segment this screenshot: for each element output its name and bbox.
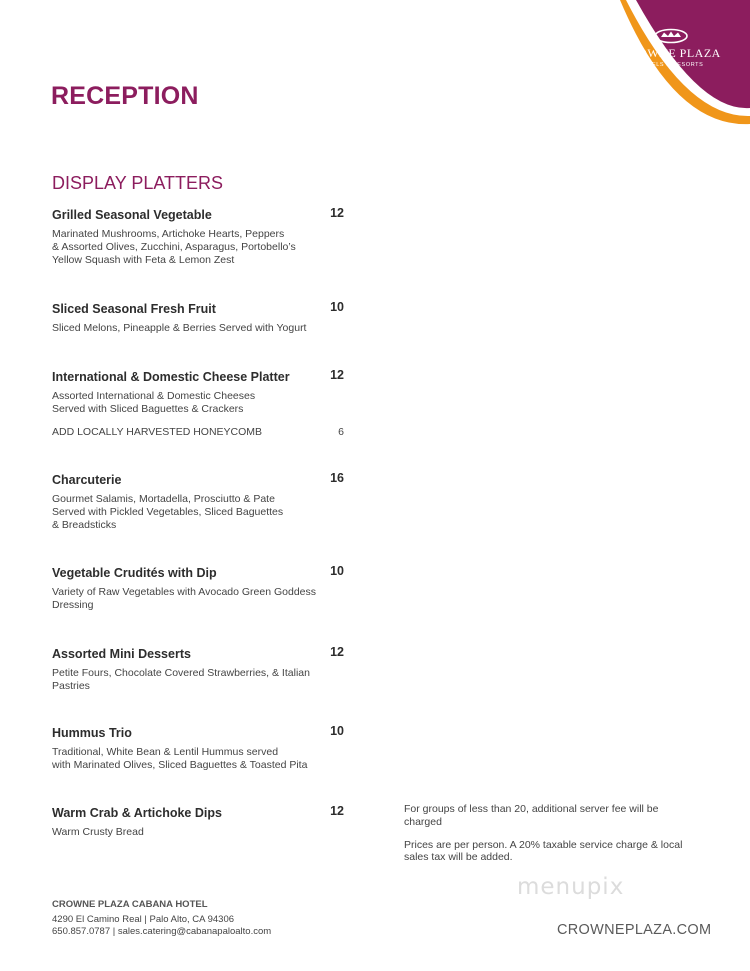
hotel-name: CROWNE PLAZA CABANA HOTEL <box>52 899 208 910</box>
crown-logo-icon <box>653 28 689 44</box>
service-charge-note: Prices are per person. A 20% taxable service charge & local sales tax will be added. <box>404 838 683 864</box>
website-link[interactable]: CROWNEPLAZA.COM <box>557 922 712 938</box>
item-price: 10 <box>330 300 344 314</box>
menu-item-hummus-trio <box>52 724 344 772</box>
menu-item-fresh-fruit <box>52 300 344 335</box>
section-title: DISPLAY PLATTERS <box>52 173 224 193</box>
brand-logo <box>619 28 723 68</box>
menu-item-charcuterie <box>52 471 344 531</box>
hotel-contact: 650.857.0787 | sales.catering@cabanapaloalto.com <box>52 926 272 937</box>
item-name: Charcuterie <box>52 473 122 487</box>
item-name: Assorted Mini Desserts <box>52 647 191 661</box>
server-fee-note: For groups of less than 20, additional server fee will be charged <box>404 803 659 828</box>
addon-label: ADD LOCALLY HARVESTED HONEYCOMB <box>52 425 263 438</box>
item-description: Assorted International & Domestic Cheeses Served with Sliced Baguettes & Crackers <box>52 390 256 415</box>
addon-honeycomb <box>52 426 344 438</box>
pricing-notes <box>404 803 684 874</box>
item-description: Marinated Mushrooms, Artichoke Hearts, Peppers & Assorted Olives, Zucchini, Asparagus, Portobello’s Yellow Squash with Feta & Lemon Zest <box>52 228 296 266</box>
item-description: Variety of Raw Vegetables with Avocado Green Goddess Dressing <box>52 586 317 611</box>
brand-name: CROWNE PLAZA <box>621 46 721 60</box>
menu-item-grilled-vegetable <box>52 206 344 266</box>
menu-item-cheese-platter <box>52 368 344 438</box>
item-description: Sliced Melons, Pineapple & Berries Served with Yogurt <box>52 322 307 334</box>
footer-contact <box>52 899 271 939</box>
hotel-address: 4290 El Camino Real | Palo Alto, CA 94306 <box>52 913 235 925</box>
item-description: Traditional, White Bean & Lentil Hummus served with Marinated Olives, Sliced Baguettes & Toasted Pita <box>52 746 308 771</box>
brand-tagline: HOTELS & RESORTS <box>638 62 704 68</box>
menu-item-mini-desserts <box>52 645 344 693</box>
item-price: 10 <box>330 564 344 578</box>
item-description: Warm Crusty Bread <box>52 826 144 838</box>
item-name: International & Domestic Cheese Platter <box>52 370 290 384</box>
item-price: 10 <box>330 724 344 738</box>
addon-price: 6 <box>338 425 344 438</box>
item-price: 12 <box>330 206 344 220</box>
item-description: Petite Fours, Chocolate Covered Strawberries, & Italian Pastries <box>52 667 310 692</box>
watermark: menupix <box>517 874 625 900</box>
menu-item-crab-dip <box>52 804 344 839</box>
item-price: 16 <box>330 471 344 485</box>
item-price: 12 <box>330 804 344 818</box>
item-name: Warm Crab & Artichoke Dips <box>52 806 222 820</box>
item-name: Sliced Seasonal Fresh Fruit <box>52 302 216 316</box>
item-price: 12 <box>330 645 344 659</box>
item-name: Grilled Seasonal Vegetable <box>52 208 212 222</box>
item-description: Gourmet Salamis, Mortadella, Prosciutto & Pate Served with Pickled Vegetables, Sliced Baguettes & Breadsticks <box>52 493 284 531</box>
page-title: RECEPTION <box>51 82 199 110</box>
item-name: Hummus Trio <box>52 726 132 740</box>
item-name: Vegetable Crudités with Dip <box>52 566 217 580</box>
menu-item-crudites <box>52 564 344 612</box>
item-price: 12 <box>330 368 344 382</box>
